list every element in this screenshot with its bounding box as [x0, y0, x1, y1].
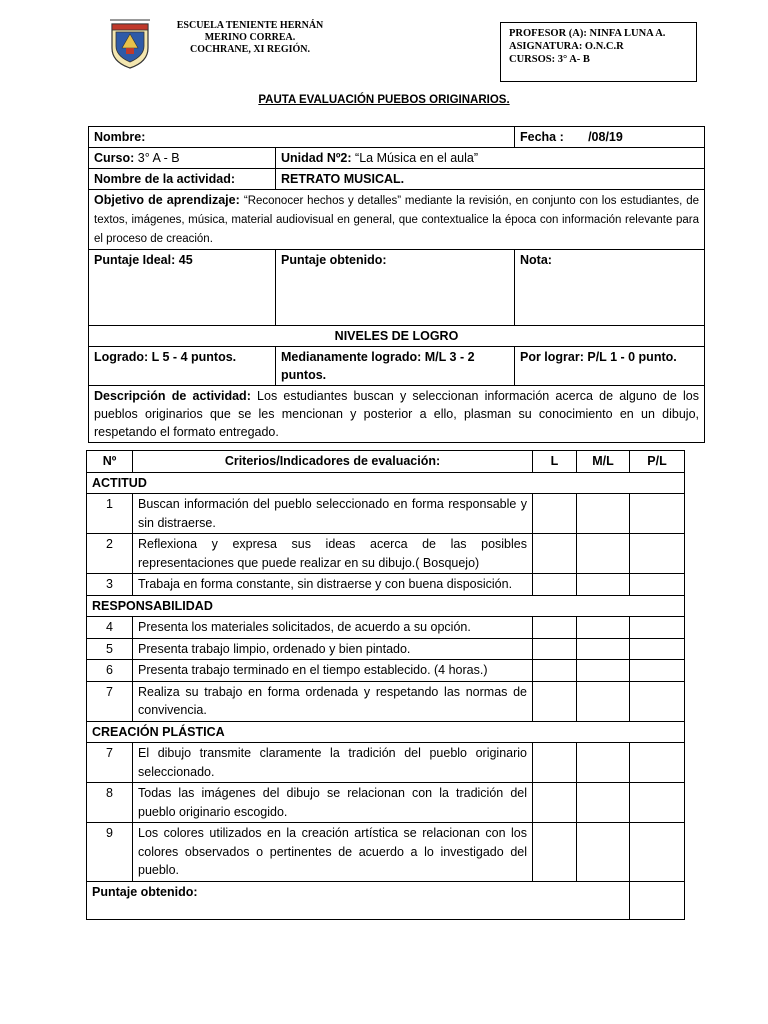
level-medianamente: Medianamente logrado: M/L 3 - 2 puntos.: [276, 347, 515, 386]
levels-row: [89, 347, 705, 386]
criteria-body: [87, 451, 685, 920]
criteria-number: 3: [87, 574, 133, 596]
curso-row: [89, 148, 705, 169]
criteria-number: 1: [87, 494, 133, 534]
nombre-row: [89, 127, 705, 148]
nombre-field[interactable]: [89, 127, 515, 148]
score-ml-cell[interactable]: [577, 743, 630, 783]
criteria-row: [87, 743, 685, 783]
unidad-label: Unidad Nº2:: [281, 151, 352, 165]
school-line-2: MERINO CORREA.: [204, 32, 296, 43]
criteria-table: [86, 450, 685, 920]
niveles-row: [89, 326, 705, 347]
score-l-cell[interactable]: [533, 534, 577, 574]
criteria-text: Los colores utilizados en la creación artística se relacionan con los colores observados o pertinentes de acuerdo a lo investigado del pueblo.: [133, 823, 533, 882]
score-ml-cell[interactable]: [577, 534, 630, 574]
criteria-row: [87, 681, 685, 721]
school-crest-logo: [108, 18, 152, 70]
section-row: [87, 721, 685, 743]
criteria-text: Todas las imágenes del dibujo se relacionan con la tradición del pueblo originario escogido.: [133, 783, 533, 823]
nombre-label: Nombre:: [94, 130, 146, 144]
criteria-number: 2: [87, 534, 133, 574]
profesor-line: PROFESOR (A): NINFA LUNA A.: [509, 28, 666, 39]
score-l-cell[interactable]: [533, 574, 577, 596]
section-heading: CREACIÓN PLÁSTICA: [87, 721, 685, 743]
curso-value: 3° A - B: [137, 151, 180, 165]
school-line-1: ESCUELA TENIENTE HERNÁN: [176, 20, 324, 31]
score-pl-cell[interactable]: [630, 494, 685, 534]
level-logrado: Logrado: L 5 - 4 puntos.: [89, 347, 276, 386]
score-pl-cell[interactable]: [630, 681, 685, 721]
criteria-text: Realiza su trabajo en forma ordenada y respetando las normas de convivencia.: [133, 681, 533, 721]
score-l-cell[interactable]: [533, 660, 577, 682]
score-ml-cell[interactable]: [577, 660, 630, 682]
objetivo-text: “Reconocer hechos y detalles” mediante la revisión, en conjunto con los estudiantes, de textos, imágenes, música, material audiovisual en general, que contextualice la época con información relevante para el proceso de creación.: [94, 195, 699, 245]
actividad-row: [89, 169, 705, 190]
objetivo-cell: [89, 190, 705, 250]
fecha-label: Fecha :: [520, 130, 564, 144]
criteria-text: Buscan información del pueblo seleccionado en forma responsable y sin distraerse.: [133, 494, 533, 534]
criteria-number: 7: [87, 743, 133, 783]
section-heading: RESPONSABILIDAD: [87, 595, 685, 617]
section-heading: ACTITUD: [87, 472, 685, 494]
descripcion-label: Descripción de actividad:: [94, 389, 251, 403]
criteria-number: 4: [87, 617, 133, 639]
header-num: Nº: [87, 451, 133, 473]
score-ml-cell[interactable]: [577, 617, 630, 639]
teacher-info-box: [500, 22, 697, 82]
descripcion-cell: [89, 386, 705, 443]
criteria-row: [87, 617, 685, 639]
puntaje-obtenido-field[interactable]: Puntaje obtenido:: [276, 250, 515, 326]
fecha-value: /08/19: [588, 130, 623, 144]
criteria-row: [87, 638, 685, 660]
score-l-cell[interactable]: [533, 494, 577, 534]
unidad-value: “La Música en el aula”: [355, 151, 479, 165]
nota-field[interactable]: Nota:: [515, 250, 705, 326]
criteria-number: 7: [87, 681, 133, 721]
criteria-row: [87, 660, 685, 682]
niveles-heading: NIVELES DE LOGRO: [89, 326, 705, 347]
score-pl-cell[interactable]: [630, 574, 685, 596]
score-ml-cell[interactable]: [577, 574, 630, 596]
criteria-row: [87, 823, 685, 882]
descripcion-row: [89, 386, 705, 443]
total-label: Puntaje obtenido:: [87, 881, 630, 919]
school-line-3: COCHRANE, XI REGIÓN.: [189, 44, 310, 55]
actividad-label: Nombre de la actividad:: [89, 169, 276, 190]
total-score-cell[interactable]: [630, 881, 685, 919]
section-row: [87, 595, 685, 617]
header-l: L: [533, 451, 577, 473]
curso-label: Curso:: [94, 151, 135, 165]
criteria-number: 6: [87, 660, 133, 682]
criteria-text: Trabaja en forma constante, sin distraerse y con buena disposición.: [133, 574, 533, 596]
score-ml-cell[interactable]: [577, 783, 630, 823]
header-ml: M/L: [577, 451, 630, 473]
fecha-field[interactable]: [515, 127, 705, 148]
criteria-header-row: [87, 451, 685, 473]
score-l-cell[interactable]: [533, 681, 577, 721]
criteria-row: [87, 494, 685, 534]
score-l-cell[interactable]: [533, 823, 577, 882]
criteria-number: 9: [87, 823, 133, 882]
score-pl-cell[interactable]: [630, 660, 685, 682]
score-l-cell[interactable]: [533, 783, 577, 823]
curso-cell: [89, 148, 276, 169]
unidad-cell: [276, 148, 705, 169]
criteria-text: Reflexiona y expresa sus ideas acerca de las posibles representaciones que puede realizar en su dibujo.( Bosquejo): [133, 534, 533, 574]
score-pl-cell[interactable]: [630, 823, 685, 882]
score-pl-cell[interactable]: [630, 534, 685, 574]
objetivo-row: [89, 190, 705, 250]
header-criteria: Criterios/Indicadores de evaluación:: [133, 451, 533, 473]
criteria-row: [87, 574, 685, 596]
puntaje-ideal: Puntaje Ideal: 45: [89, 250, 276, 326]
asignatura-line: ASIGNATURA: O.N.C.R: [509, 41, 624, 52]
score-pl-cell[interactable]: [630, 638, 685, 660]
document-title: PAUTA EVALUACIÓN PUEBOS ORIGINARIOS.: [258, 94, 510, 106]
score-l-cell[interactable]: [533, 743, 577, 783]
criteria-number: 5: [87, 638, 133, 660]
score-ml-cell[interactable]: [577, 638, 630, 660]
criteria-text: Presenta trabajo terminado en el tiempo establecido. (4 horas.): [133, 660, 533, 682]
score-ml-cell[interactable]: [577, 681, 630, 721]
criteria-number: 8: [87, 783, 133, 823]
score-ml-cell[interactable]: [577, 494, 630, 534]
descripcion-text: Los estudiantes buscan y seleccionan información acerca de alguno de los pueblos originarios que se les mencionan y posterior a ello, plasman su conocimiento en un dibujo, respetando el formato entregado.: [94, 389, 699, 439]
level-por-lograr: Por lograr: P/L 1 - 0 punto.: [515, 347, 705, 386]
info-table: [88, 126, 705, 443]
score-ml-cell[interactable]: [577, 823, 630, 882]
criteria-text: El dibujo transmite claramente la tradición del pueblo originario seleccionado.: [133, 743, 533, 783]
criteria-row: [87, 783, 685, 823]
header-pl: P/L: [630, 451, 685, 473]
puntaje-row: [89, 250, 705, 326]
objetivo-label: Objetivo de aprendizaje:: [94, 193, 240, 207]
score-l-cell[interactable]: [533, 617, 577, 639]
total-row: [87, 881, 685, 919]
score-pl-cell[interactable]: [630, 743, 685, 783]
school-name: [170, 20, 330, 56]
criteria-text: Presenta los materiales solicitados, de acuerdo a su opción.: [133, 617, 533, 639]
score-pl-cell[interactable]: [630, 783, 685, 823]
criteria-row: [87, 534, 685, 574]
score-pl-cell[interactable]: [630, 617, 685, 639]
section-row: [87, 472, 685, 494]
criteria-text: Presenta trabajo limpio, ordenado y bien pintado.: [133, 638, 533, 660]
actividad-value: RETRATO MUSICAL.: [276, 169, 705, 190]
score-l-cell[interactable]: [533, 638, 577, 660]
cursos-line: CURSOS: 3° A- B: [509, 54, 590, 65]
